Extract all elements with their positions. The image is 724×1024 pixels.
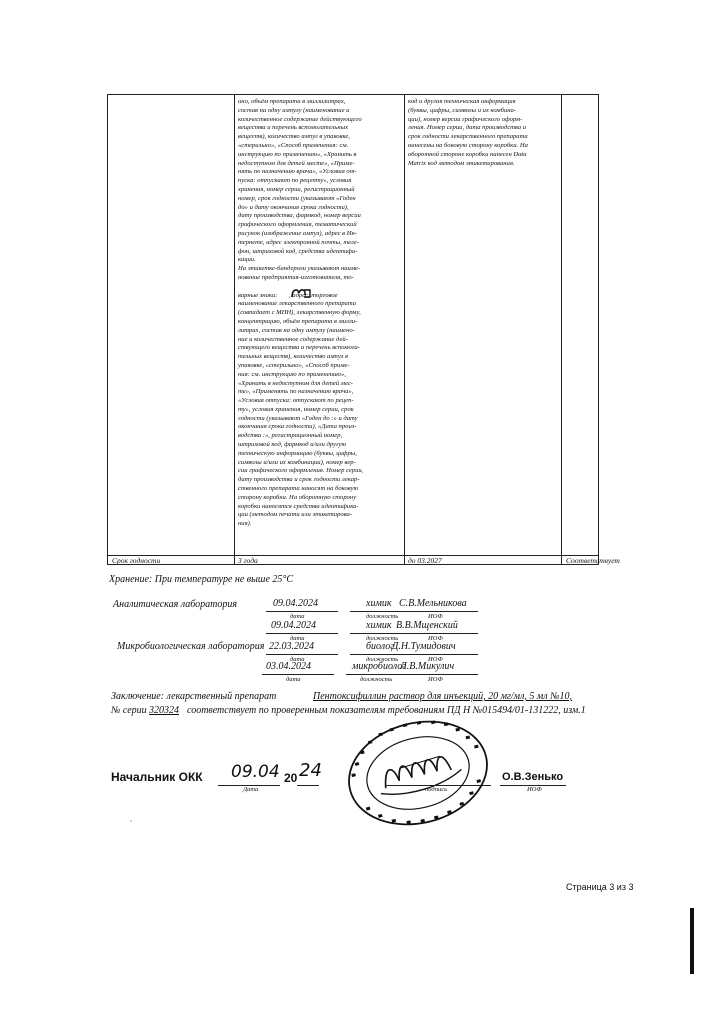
content-line: дату производства и срок годности лекар- — [238, 476, 360, 484]
head-hand-date: 09.04 — [231, 762, 280, 782]
head-hand-year: 24 — [299, 760, 322, 781]
content-line: сии графического оформления. Номер серии, — [238, 467, 364, 475]
result-line: оборотной стороне коробки нанесен Data — [408, 150, 527, 158]
content-line: ино, объём препарата в миллилитрах, — [238, 98, 346, 105]
content-line: ния). — [238, 520, 252, 528]
sig-name-4: Л.В.Микулич — [400, 661, 455, 672]
page-number: Страница 3 из 3 — [566, 882, 634, 892]
content-line: штриховой код, фармкод и/или другую — [238, 441, 347, 449]
trademark-logo — [290, 287, 312, 299]
content-line: упаковке, «стерильно», «Способ приме- — [238, 361, 350, 369]
row-indicator: Срок годности — [112, 556, 161, 565]
content-line: ции (методом печати или этикетирова- — [238, 511, 352, 519]
content-line: коробки наносятся средства идентифика- — [238, 502, 359, 510]
head-title: Начальник ОКК — [111, 770, 203, 784]
row-norm: 3 года — [238, 556, 258, 565]
content-line: состав на одну ампулу (наименование и — [238, 106, 350, 114]
result-cell — [408, 98, 528, 168]
product-name: Пентоксифиллин раствор для инъекций, 20 мг/мл, 5 мл №10, — [313, 691, 573, 702]
result-line: код и другая техническая информация — [408, 98, 516, 105]
content-line: символы и/или их комбинации), номер вер- — [238, 458, 356, 466]
sig-date-3: 22.03.2024 — [269, 641, 314, 652]
head-name: О.В.Зенько — [502, 771, 564, 783]
content-line: количественное содержание действующего — [238, 115, 362, 123]
row-result: до 03.2027 — [408, 556, 442, 565]
content-line: «Условия отпуска: отпускают по рецеп- — [238, 397, 354, 405]
content-line: рисунок (изображение ампул), адрес в Ин- — [238, 229, 357, 237]
content-line: варные знаки: , адрес, торговое — [238, 291, 338, 299]
content-line: те», «Применять по назначению врача», — [238, 388, 354, 396]
content-line: литрах, состав на одну ампулу (наимено- — [238, 326, 355, 334]
result-line: (буквы, цифры, символы и их комбина- — [408, 106, 517, 114]
sig-pos-1: химик — [366, 598, 392, 609]
content-cell — [238, 98, 363, 529]
row-conclusion: Соответствует — [566, 556, 620, 565]
content-line: ние и количественное содержание дей- — [238, 335, 348, 343]
result-line: ления. Номер серии, дата производства и — [408, 124, 526, 132]
sig-lab-3: Микробиологическая лаборатория — [117, 641, 265, 652]
content-line: кации. — [238, 256, 256, 264]
content-line: недоступном для детей месте», «Приме- — [238, 159, 355, 167]
result-line: Matrix код методом этикетирования. — [408, 159, 515, 167]
sig-pos-3: биолог — [366, 641, 395, 652]
sig-lab-1: Аналитическая лаборатория — [113, 599, 237, 610]
content-line: «Хранить в недоступном для детей мес- — [238, 379, 353, 387]
content-line: нование предприятия-изготовителя, то- — [238, 273, 354, 281]
content-line: вещества и перечень вспомогательных — [238, 124, 349, 132]
content-line: инструкцию по применению», «Хранить в — [238, 150, 357, 158]
content-line: номер, срок годности (указывают «Годен — [238, 194, 356, 202]
result-line: срок годности лекарственного препарата — [408, 133, 528, 141]
result-line: ции), номер версии графического оформ- — [408, 115, 523, 123]
content-line: сторону коробки. На оборотную сторону — [238, 493, 357, 501]
content-line: На этикетке-бандероли указывают наиме- — [238, 265, 361, 273]
result-line: нанесены на боковую сторону коробки. На — [408, 141, 528, 149]
content-line: пуска: отпускают по рецепту», условия — [238, 177, 352, 185]
content-line: ту», условия хранения, номер серии, срок — [238, 405, 354, 413]
serial-number: 320324 — [149, 705, 179, 716]
content-line: «стерильно», «Способ применения: см. — [238, 141, 349, 149]
content-line: тельных веществ), количество ампул в — [238, 353, 348, 361]
company-stamp — [343, 718, 493, 828]
content-line: концентрацию, объём препарата в милли- — [238, 317, 358, 325]
sig-date-2: 09.04.2024 — [271, 620, 316, 631]
content-line: ствующего вещества и перечень вспомога- — [238, 344, 360, 352]
content-line: водства :», регистрационный номер, — [238, 432, 343, 440]
margin-dot: · — [130, 817, 132, 826]
sig-date-4: 03.04.2024 — [266, 661, 311, 672]
content-line: нять по назначению врача», «Условия от- — [238, 168, 357, 176]
sig-pos-2: химик — [366, 620, 392, 631]
content-line: окончания срока годности), «Дата произ- — [238, 423, 357, 431]
results-table — [107, 94, 620, 565]
content-line: тернете, адрес электронной почты, теле- — [238, 238, 360, 246]
content-line: ственного препарата наносят на боковую — [238, 485, 359, 493]
content-line: дату производства, фармкод, номер версии — [238, 212, 361, 220]
content-line: (совпадает с МНН), лекарственную форму, — [238, 309, 361, 317]
content-line: веществ), количество ампул в упаковке, — [238, 133, 350, 141]
content-line: ния: см. инструкцию по применению», — [238, 370, 346, 378]
sig-date-1: 09.04.2024 — [273, 598, 318, 609]
content-line: техническую информацию (буквы, цифры, — [238, 449, 357, 457]
sig-name-3: Д.Н.Тумидович — [392, 641, 456, 652]
content-line: хранения, номер серии, регистрационный — [238, 185, 355, 193]
sig-pos-4: микробиолог — [352, 661, 407, 672]
content-line: до» и дату окончания срока годности), — [238, 203, 349, 211]
sig-name-2: В.В.Мщенский — [396, 620, 458, 631]
content-line: фон, штриховой код, средства идентифи- — [238, 247, 358, 255]
content-line: годности (указывают «Годен до :» и дату — [238, 414, 358, 422]
sig-name-1: С.В.Мельникова — [399, 598, 467, 609]
content-line: наименование лекарственного препарата — [238, 300, 356, 308]
content-line: графического оформления, тематический — [238, 221, 357, 229]
storage-text: Хранение: При температуре не выше 25°С — [109, 574, 294, 585]
scan-edge-bar — [690, 908, 694, 974]
